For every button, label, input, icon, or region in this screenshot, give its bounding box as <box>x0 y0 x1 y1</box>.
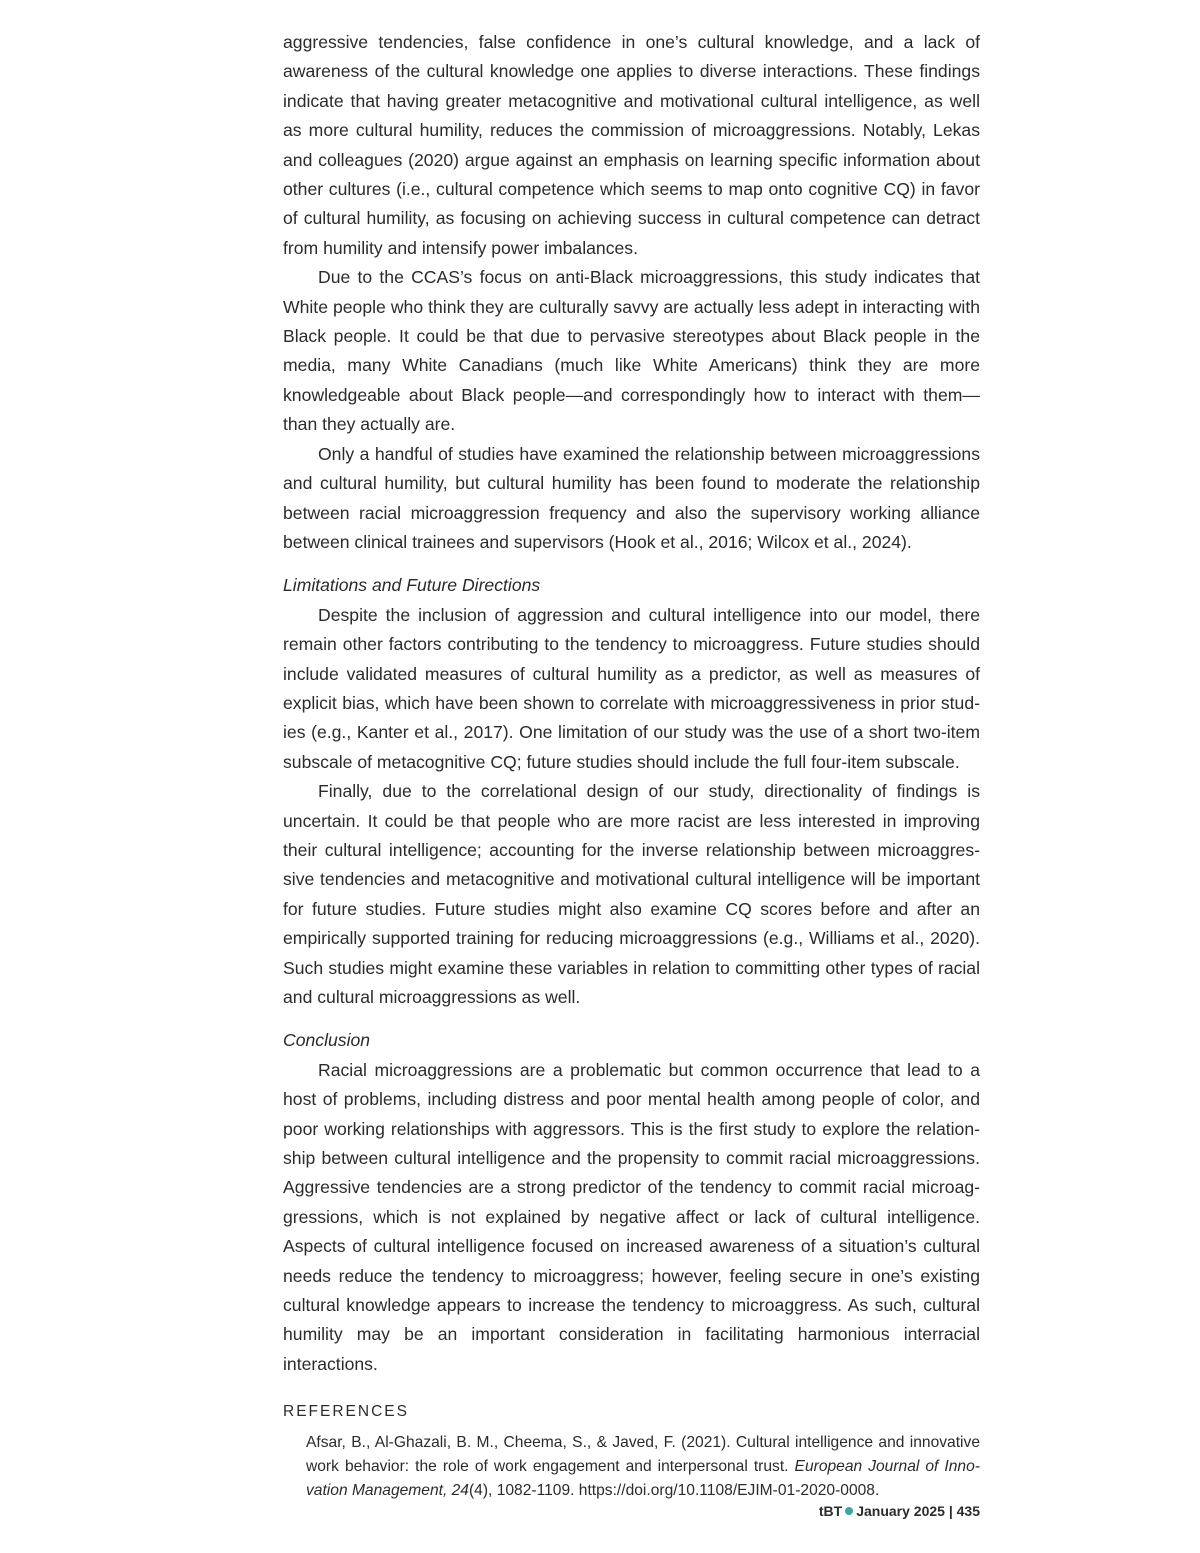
reference-text: Afsar, B., Al-Ghazali, B. M., Cheema, S., & Javed, F. (2021). Cultural intelligence and innovative work behavior: the role of work engagement and interpersonal trust. <box>306 1434 980 1476</box>
body-paragraph: Due to the CCAS’s focus on anti-Black microaggressions, this study indicates that White people who think they are culturally savvy are actually less adept in interacting with Black people. It could be that due to pervasive stereotypes about Black people in the media, many White Canadians (much like White Americans) think they are more knowledgeable about Black people—and correspondingly how to interact with them— than they actually are. <box>283 267 980 435</box>
body-paragraph: Finally, due to the correlational design of our study, directionality of findings is uncertain. It could be that people who are more racist are less interested in improving their cultural intelligence; accounting for the inverse relationship between microaggressive tendencies and metacognitive and motivational cultural intelligence will be important for future studies. Future studies might also examine CQ scores before and after an empirically supported training for reducing microaggressions (e.g., Williams et al., 2020). Such studies might examine these variables in relation to committing other types of racial and cultural microaggressions as well. <box>283 781 980 1007</box>
section-heading-limitations: Limitations and Future Directions <box>283 575 541 596</box>
journal-name: tBT <box>818 1503 843 1519</box>
body-paragraph: Despite the inclusion of aggression and cultural intelligence into our model, there remain other factors contributing to the tendency to microaggress. Future studies should include validated measures of cultural humility as a predictor, as well as measures of explicit bias, which have been shown to correlate with microaggressiveness in prior studies (e.g., Kanter et al., 2017). One limitation of our study was the use of a short two-item subscale of metacognitive CQ; future studies should include the full four-item subscale. <box>283 604 980 772</box>
reference-entry <box>306 1431 980 1503</box>
body-paragraph: Only a handful of studies have examined the relationship between microaggressions and cultural humility, but cultural humility has been found to moderate the relationship between racial microaggression frequency and also the supervisory working alliance between clinical trainees and supervisors (Hook et al., 2016; Wilcox et al., 2024). <box>283 443 980 552</box>
page-footer <box>819 1500 980 1522</box>
footer-separator: | <box>948 1503 953 1519</box>
bullet-dot-icon <box>845 1507 853 1515</box>
page-number: 435 <box>956 1503 980 1519</box>
section-heading-conclusion: Conclusion <box>283 1030 371 1051</box>
references-heading: REFERENCES <box>283 1403 409 1421</box>
reference-journal: European Journal of Innovation Management, 24 <box>306 1458 980 1500</box>
reference-text-end: (4), 1082-1109. https://doi.org/10.1108/EJIM-01-2020-0008. <box>468 1482 880 1500</box>
body-paragraph: aggressive tendencies, false confidence in one’s cultural knowledge, and a lack of awareness of the cultural knowledge one applies to diverse interactions. These findings indicate that having greater metacognitive and motivational cultural intelligence, as well as more cultural humility, reduces the commission of microaggressions. Notably, Lekas and colleagues (2020) argue against an emphasis on learning specific information about other cultures (i.e., cultural competence which seems to map onto cognitive CQ) in favor of cultural humility, as focusing on achieving success in cultural competence can detract from humility and intensify power imbalances. <box>283 32 980 258</box>
issue-date: January 2025 <box>856 1503 945 1519</box>
text-column <box>283 28 980 1503</box>
body-paragraph: Racial microaggressions are a problematic but common occurrence that lead to a host of problems, including distress and poor mental health among people of color, and poor working relationships with aggressors. This is the first study to explore the relationship between cultural intelligence and the propensity to commit racial microaggressions. Aggressive tendencies are a strong predictor of the tendency to commit racial microaggressions, which is not explained by negative affect or lack of cultural intelligence. Aspects of cultural intelligence focused on increased awareness of a situation’s cultural needs reduce the tendency to microaggress; however, feeling secure in one’s existing cultural knowledge appears to increase the tendency to microaggress. As such, cultural humility may be an important consideration in facilitating harmonious interracial interactions. <box>283 1059 980 1374</box>
